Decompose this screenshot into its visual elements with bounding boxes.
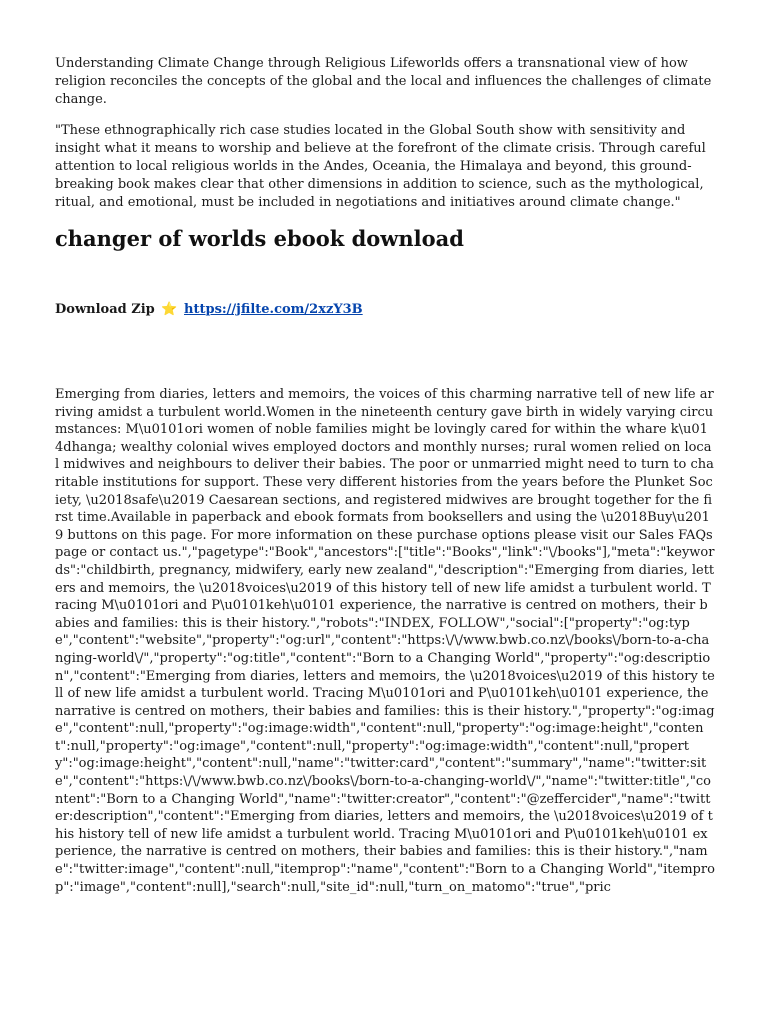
document-page [55,55,715,896]
intro-paragraph-2: "These ethnographically rich case studies located in the Global South show with sensitivity and insight what it means to worship and believe at the forefront of the climate crisis. Through careful attention to local religious worlds in the Andes, Oceania, the Himalaya and beyond, this ground-breaking book makes clear that other dimensions in addition to science, such as the mythological, ritual, and emotional, must be included in negotiations and initiatives around climate change." [55,123,706,210]
download-label: Download Zip [55,302,155,317]
intro-paragraph-1: Understanding Climate Change through Religious Lifeworlds offers a transnational view of how religion reconciles the concepts of the global and the local and influences the challenges of climate change. [55,56,712,107]
body-text: Emerging from diaries, letters and memoirs, the voices of this charming narrative tell of new life arriving amidst a turbulent world.Women in the nineteenth century gave birth in widely varying circumstances: M\u0101ori women of noble families might be lovingly cared for within the whare k\u014dhanga; wealthy colonial wives employed doctors and monthly nurses; rural women relied on local midwives and neighbours to deliver their babies. The poor or unmarried might need to turn to charitable institutions for support. These very different histories from the years before the Plunket Society, \u2018safe\u2019 Caesarean sections, and registered midwives are brought together for the first time.Available in paperback and ebook formats from booksellers and using the \u2018Buy\u2019 buttons on this page. For more information on these purchase options please visit our Sales FAQs page or contact us.","pagetype":"Book","ancestors":["title":"Books","link":"\/books"],"meta":"keywords":"childbirth, pregnancy, midwifery, early new zealand","description":"Emerging from diaries, letters and memoirs, the \u2018voices\u2019 of this history tell of new life amidst a turbulent world. Tracing M\u0101ori and P\u0101keh\u0101 experience, the narrative is centred on mothers, their babies and families: this is their history.","robots":"INDEX, FOLLOW","social":["property":"og:type","content":"website","property":"og:url","content":"https:\/\/www.bwb.co.nz\/books\/born-to-a-changing-world\/","property":"og:title","content":"Born to a Changing World","property":"og:description","content":"Emerging from diaries, letters and memoirs, the \u2018voices\u2019 of this history tell of new life amidst a turbulent world. Tracing M\u0101ori and P\u0101keh\u0101 experience, the narrative is centred on mothers, their babies and families: this is their history.","property":"og:image","content":null,"property":"og:image:width","content":null,"property":"og:image:height","content":null,"property":"og:image","content":null,"property":"og:image:width","content":null,"property":"og:image:height","content":null,"name":"twitter:card","content":"summary","name":"twitter:site","content":"https:\/\/www.bwb.co.nz\/books\/born-to-a-changing-world\/","name":"twitter:title","content":"Born to a Changing World","name":"twitter:creator","content":"@zeffercider","name":"twitter:description","content":"Emerging from diaries, letters and memoirs, the \u2018voices\u2019 of this history tell of new life amidst a turbulent world. Tracing M\u0101ori and P\u0101keh\u0101 experience, the narrative is centred on mothers, their babies and families: this is their history.","name":"twitter:image","content":null,"itemprop":"name","content":"Born to a Changing World","itemprop":"image","content":null],"search":null,"site_id":null,"turn_on_matomo":"true","pric [55,387,715,895]
download-link[interactable]: https://jfilte.com/2xzY3B [184,302,363,317]
star-icon: ⭐ [161,302,178,317]
download-line [55,301,715,319]
page-title: changer of worlds ebook download [55,226,464,251]
